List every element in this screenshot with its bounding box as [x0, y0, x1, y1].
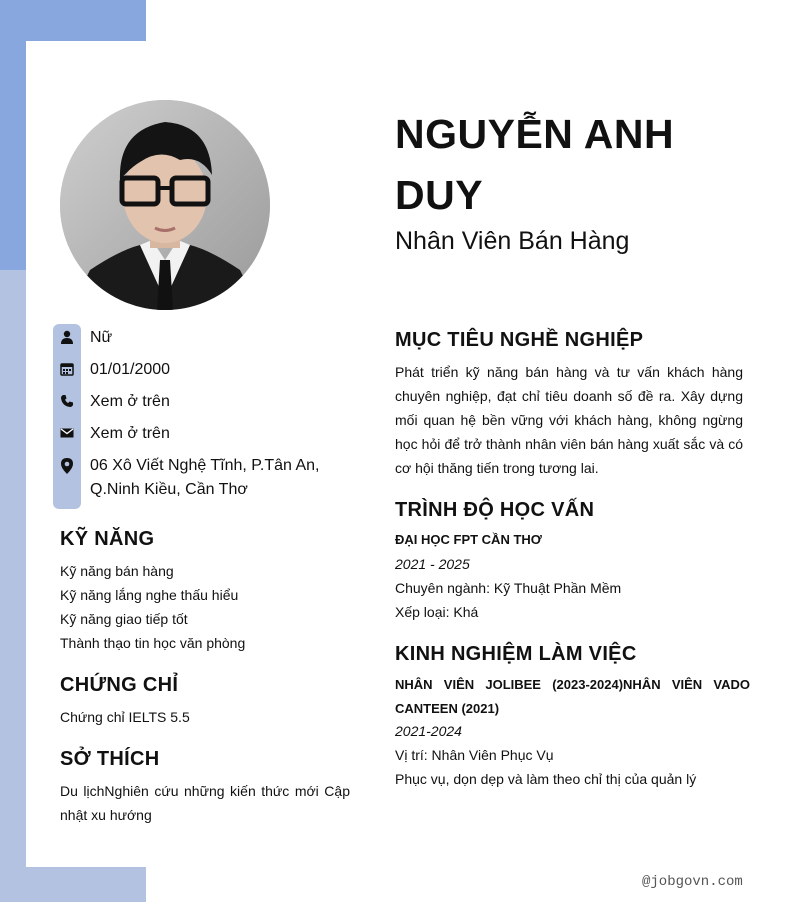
info-phone: [60, 390, 330, 414]
info-address: [60, 454, 330, 502]
address-text: 06 Xô Viết Nghệ Tĩnh, P.Tân An, Q.Ninh Kiều, Cần Thơ: [90, 457, 320, 498]
location-pin-icon: [60, 458, 74, 472]
skill-item: Kỹ năng bán hàng: [60, 563, 174, 579]
profile-photo: [60, 100, 270, 310]
birthday-text: 01/01/2000: [90, 361, 171, 378]
skills-title: KỸ NĂNG: [60, 528, 155, 550]
info-birthday: [60, 358, 330, 382]
education-years: 2021 - 2025: [395, 556, 470, 572]
candidate-name: NGUYỄN ANH DUY: [395, 111, 675, 218]
candidate-role: Nhân Viên Bán Hàng: [395, 227, 630, 255]
experience-title: KINH NGHIỆM LÀM VIỆC: [395, 643, 637, 665]
mail-icon: [60, 426, 74, 440]
info-gender: [60, 326, 330, 350]
education-title: TRÌNH ĐỘ HỌC VẤN: [395, 499, 595, 521]
calendar-icon: [60, 362, 74, 376]
email-text: Xem ở trên: [90, 425, 170, 442]
school-name: ĐẠI HỌC FPT CẦN THƠ: [395, 532, 542, 547]
hobbies-text: Du lịchNghiên cứu những kiến thức mới Cập nhật xu hướng: [60, 783, 350, 823]
phone-icon: [60, 394, 74, 408]
experience-position: Vị trí: Nhân Viên Phục Vụ: [395, 747, 554, 763]
gender-text: Nữ: [90, 329, 113, 346]
skill-item: Kỹ năng lắng nghe thấu hiểu: [60, 587, 239, 603]
experience-company: NHÂN VIÊN JOLIBEE (2023-2024)NHÂN VIÊN VADO CANTEEN (2021): [395, 677, 750, 716]
user-icon: [60, 330, 74, 344]
certificates-title: CHỨNG CHỈ: [60, 674, 179, 696]
experience-duties: Phục vụ, dọn dẹp và làm theo chỉ thị của quản lý: [395, 771, 697, 787]
phone-text: Xem ở trên: [90, 393, 170, 410]
education-major: Chuyên ngành: Kỹ Thuật Phần Mềm: [395, 580, 622, 596]
hobbies-title: SỞ THÍCH: [60, 748, 160, 770]
footer-brand: @jobgovn.com: [642, 874, 743, 890]
education-grade: Xếp loại: Khá: [395, 604, 479, 620]
info-email: [60, 422, 330, 446]
objective-text: Phát triển kỹ năng bán hàng và tư vấn khách hàng chuyên nghiệp, đạt chỉ tiêu doanh số đề ra. Xây dựng mối quan hệ bền vững với khách hàng, không ngừng học hỏi để trở thành nhân viên bán hàng xuất sắc và có cơ hội thăng tiến trong tương lai.: [395, 364, 743, 476]
objective-title: MỤC TIÊU NGHỀ NGHIỆP: [395, 329, 644, 351]
skill-item: Kỹ năng giao tiếp tốt: [60, 611, 188, 627]
skill-item: Thành thạo tin học văn phòng: [60, 635, 246, 651]
experience-years: 2021-2024: [395, 723, 462, 739]
certificate-item: Chứng chỉ IELTS 5.5: [60, 709, 190, 725]
